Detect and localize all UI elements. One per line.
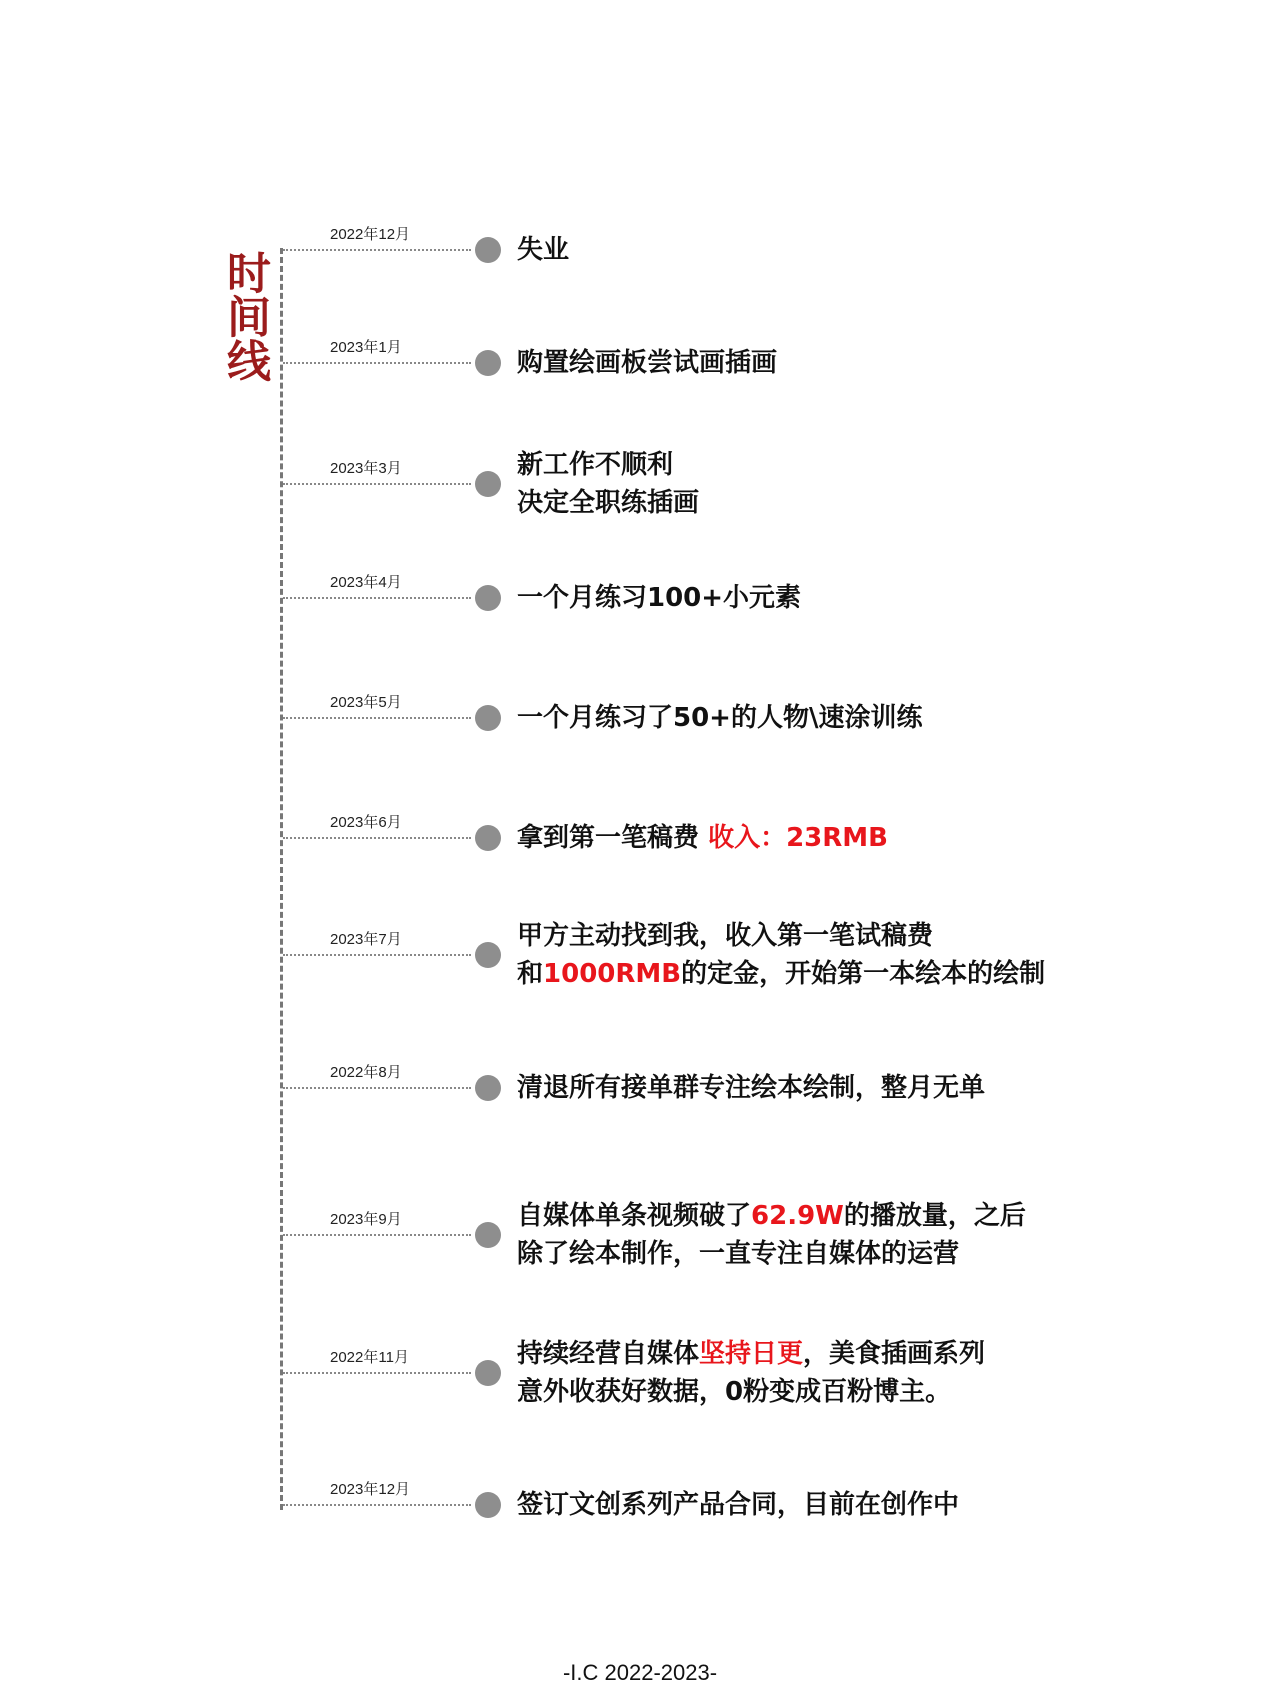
entry-text-line: [517, 1373, 985, 1411]
timeline-dot: [475, 237, 501, 263]
connector-line: [283, 1087, 471, 1089]
connector-line: [283, 1372, 471, 1374]
entry-text-line: [517, 699, 922, 737]
entry-text-segment: 意外收获好数据，0粉变成百粉博主。: [517, 1377, 952, 1407]
entry-text-line: [517, 446, 699, 484]
highlight-text: 1000RMB: [543, 959, 682, 989]
entry-text-line: [517, 579, 801, 617]
connector-line: [283, 717, 471, 719]
page-title: 时间线: [219, 250, 270, 382]
entry-text-line: [517, 1069, 985, 1107]
entry-text-line: [517, 344, 777, 382]
timeline-dot: [475, 471, 501, 497]
entry-date: 2023年9月: [330, 1211, 402, 1228]
entry-text-line: [517, 1335, 985, 1373]
entry-text: [517, 344, 777, 382]
entry-text-segment: 一个月练习了50+的人物\速涂训练: [517, 703, 923, 733]
entry-date: 2023年3月: [330, 460, 402, 477]
timeline-dot: [475, 1075, 501, 1101]
entry-text-line: [517, 1486, 959, 1524]
entry-text-line: [517, 484, 699, 522]
connector-line: [283, 597, 471, 599]
connector-line: [283, 1234, 471, 1236]
entry-text: [517, 1486, 959, 1524]
entry-text-line: [517, 1235, 1026, 1273]
entry-text-segment: 签订文创系列产品合同，目前在创作中: [517, 1490, 960, 1520]
entry-text-segment: 的播放量，之后: [843, 1201, 1026, 1231]
entry-text-segment: 自媒体单条视频破了: [517, 1201, 752, 1231]
entry-date: 2023年6月: [330, 814, 402, 831]
entry-date: 2022年11月: [330, 1349, 409, 1366]
footer-credit: -I.C 2022-2023-: [562, 1660, 718, 1685]
connector-line: [283, 483, 471, 485]
entry-text: [517, 699, 922, 737]
entry-date: 2023年12月: [330, 1481, 411, 1498]
highlight-text: 62.9W: [751, 1201, 844, 1231]
timeline-dot: [475, 585, 501, 611]
timeline-dot: [475, 825, 501, 851]
entry-date: 2023年1月: [330, 339, 402, 356]
connector-line: [283, 954, 471, 956]
entry-date: 2023年7月: [330, 931, 402, 948]
entry-text-segment: 清退所有接单群专注绘本绘制，整月无单: [517, 1073, 986, 1103]
entry-text-segment: 失业: [517, 235, 570, 265]
highlight-text: 坚持日更: [699, 1339, 804, 1369]
timeline-dot: [475, 1222, 501, 1248]
timeline-dot: [475, 350, 501, 376]
entry-text: [517, 579, 801, 617]
entry-date: 2022年12月: [330, 226, 411, 243]
entry-text-line: [517, 231, 569, 269]
timeline-axis: [280, 248, 283, 1510]
connector-line: [283, 1504, 471, 1506]
entry-text-line: [517, 819, 888, 857]
timeline-dot: [475, 705, 501, 731]
entry-text-segment: 的定金，开始第一本绘本的绘制: [681, 959, 1046, 989]
entry-text: [517, 446, 699, 522]
entry-text-line: [517, 1197, 1026, 1235]
entry-text: [517, 1335, 985, 1411]
entry-date: 2023年4月: [330, 574, 402, 591]
entry-text-segment: 决定全职练插画: [517, 488, 700, 518]
entry-text: [517, 819, 888, 857]
timeline-dot: [475, 942, 501, 968]
connector-line: [283, 362, 471, 364]
entry-text: [517, 1069, 985, 1107]
connector-line: [283, 249, 471, 251]
entry-text: [517, 917, 1045, 993]
entry-text: [517, 1197, 1026, 1273]
entry-text-segment: 新工作不顺利: [517, 450, 674, 480]
entry-date: 2022年8月: [330, 1064, 402, 1081]
entry-date: 2023年5月: [330, 694, 402, 711]
entry-text-segment: ，美食插画系列: [803, 1339, 986, 1369]
connector-line: [283, 837, 471, 839]
entry-text-segment: 持续经营自媒体: [517, 1339, 700, 1369]
timeline-dot: [475, 1492, 501, 1518]
highlight-text: 收入：23RMB: [708, 823, 888, 853]
entry-text: [517, 231, 569, 269]
entry-text-segment: 和: [517, 959, 544, 989]
entry-text-segment: 购置绘画板尝试画插画: [517, 348, 778, 378]
entry-text-segment: 一个月练习100+小元素: [517, 583, 802, 613]
entry-text-segment: 甲方主动找到我，收入第一笔试稿费: [517, 921, 934, 951]
entry-text-line: [517, 955, 1045, 993]
entry-text-line: [517, 917, 1045, 955]
timeline-dot: [475, 1360, 501, 1386]
entry-text-segment: 拿到第一笔稿费: [517, 823, 709, 853]
entry-text-segment: 除了绘本制作，一直专注自媒体的运营: [517, 1239, 960, 1269]
